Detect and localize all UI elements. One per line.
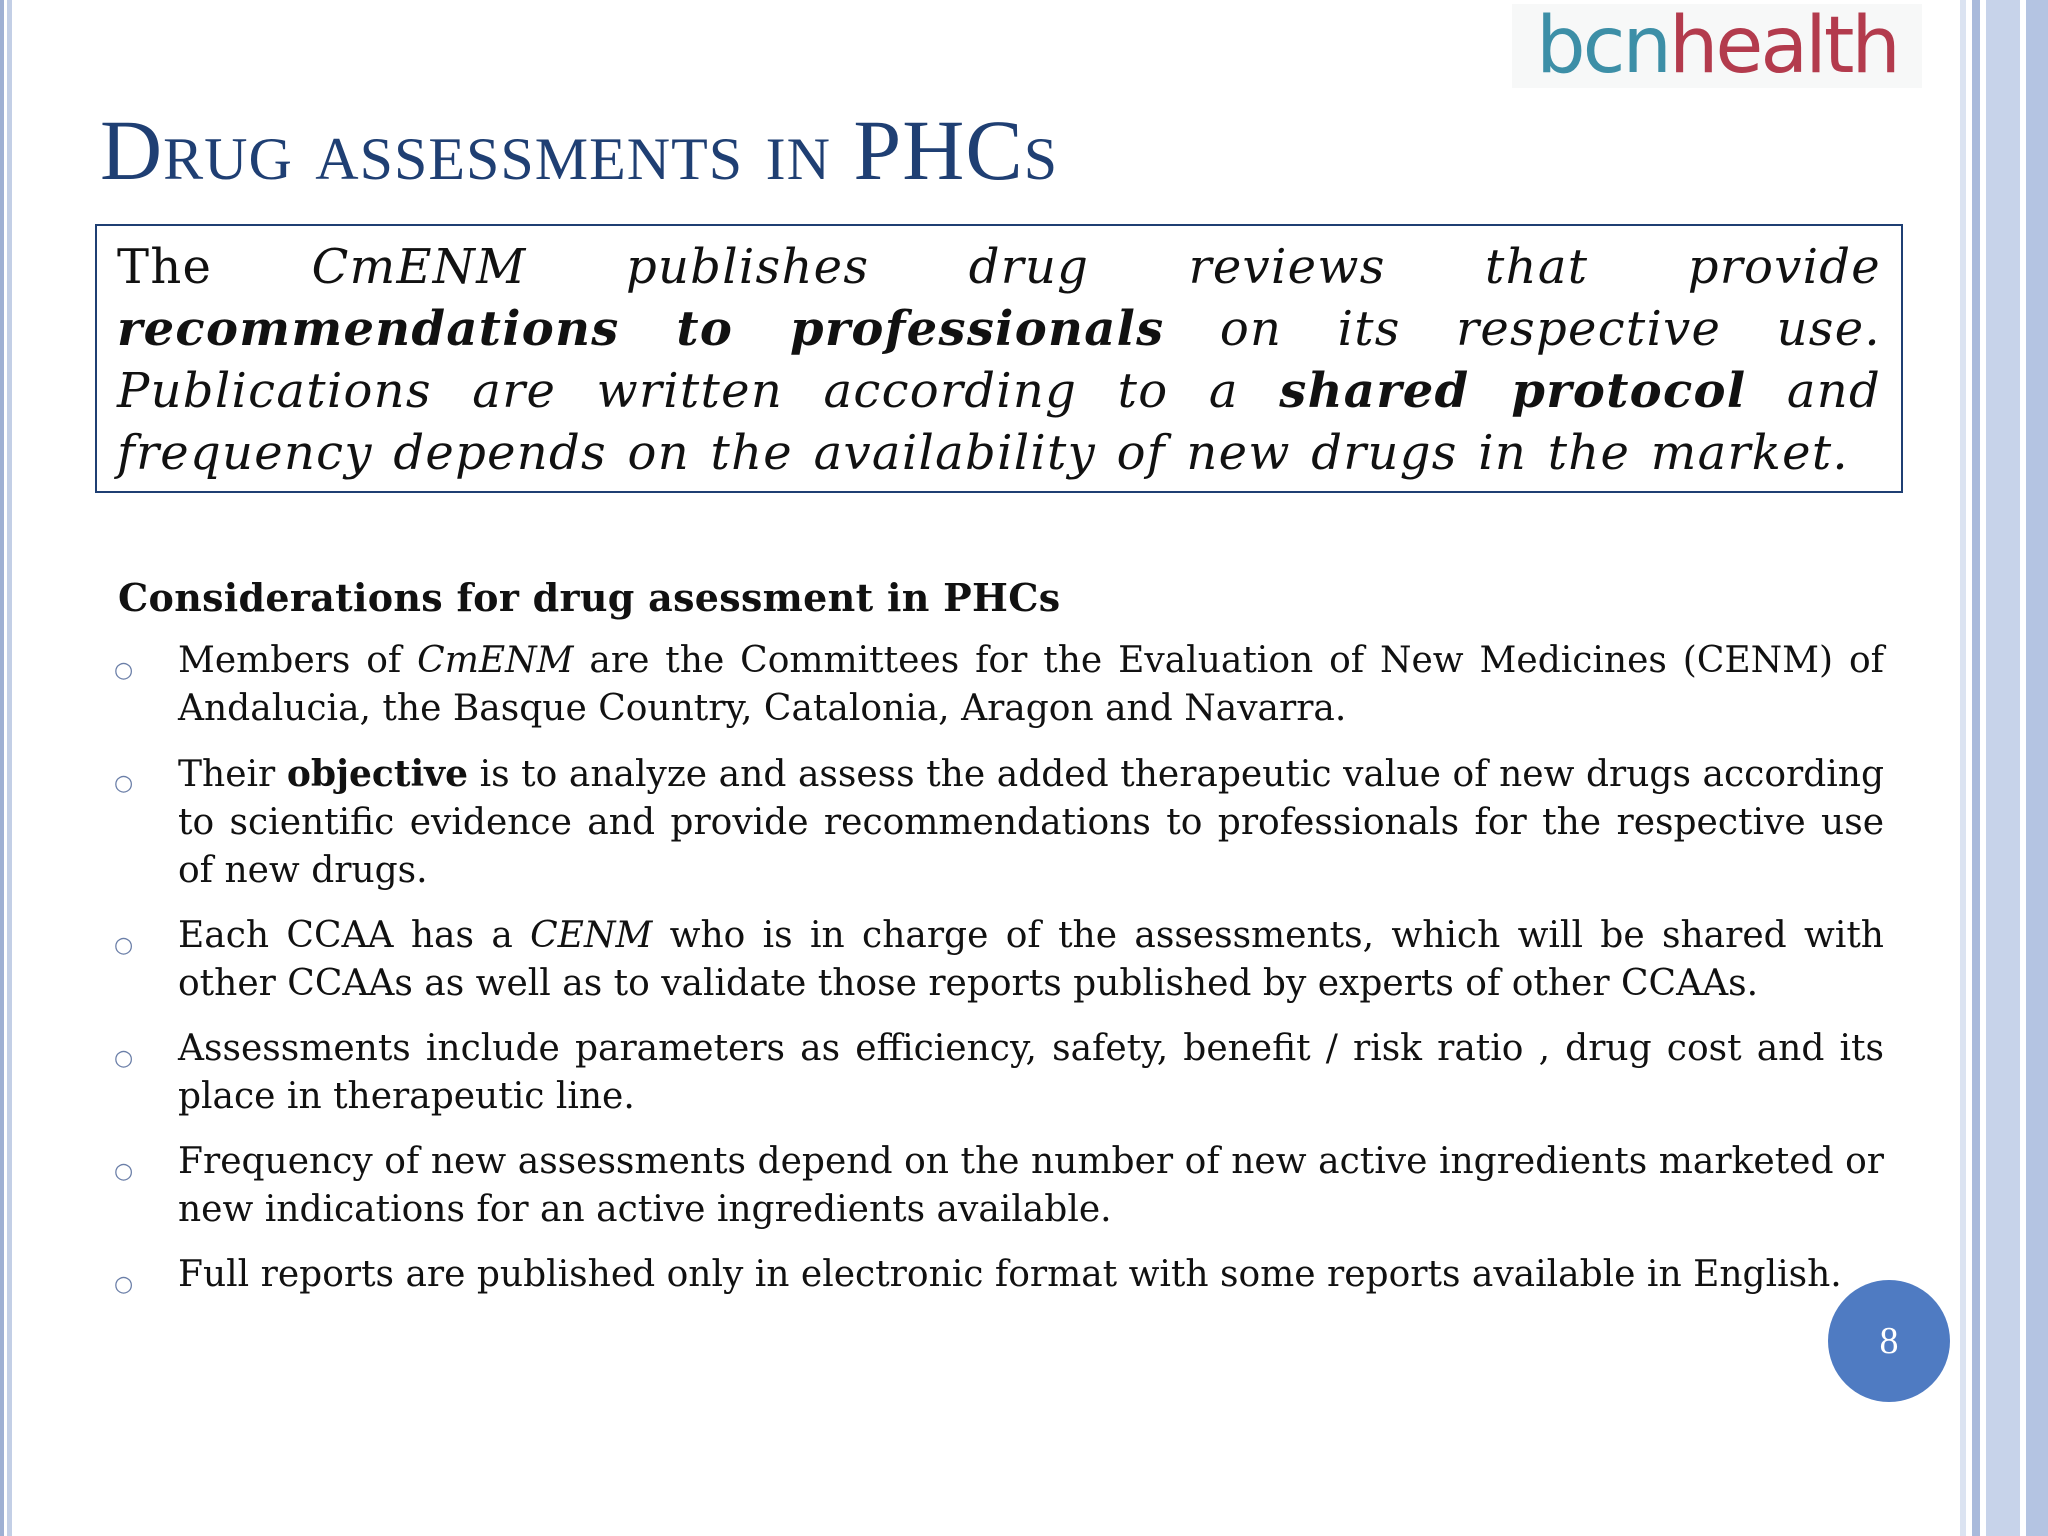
circle-bullet-icon: ○	[114, 658, 134, 683]
intro-paragraph: The CmENM publishes drug reviews that provide recommendations to professionals on its respective use. Publications are written according to a shared protocol and frequency depends on the availability of new drugs in the market.	[117, 239, 1881, 481]
page-number-badge: 8	[1828, 1280, 1950, 1402]
slide-frame-right	[1960, 0, 2048, 1536]
circle-bullet-icon: ○	[114, 933, 134, 958]
list-item: ○ Their objective is to analyze and assess the added therapeutic value of new drugs according to scientific evidence and provide recommendations to professionals for the respective use of new drugs.	[114, 753, 1884, 891]
list-item: ○ Members of CmENM are the Committees for the Evaluation of New Medicines (CENM) of Andalucia, the Basque Country, Catalonia, Aragon and Navarra.	[114, 640, 1884, 729]
considerations-heading: Considerations for drug asessment in PHCs	[118, 575, 1061, 620]
list-item: ○ Assessments include parameters as efficiency, safety, benefit / risk ratio , drug cost and its place in therapeutic line.	[114, 1028, 1884, 1117]
circle-bullet-icon: ○	[114, 771, 134, 796]
circle-bullet-icon: ○	[114, 1046, 134, 1071]
considerations-list	[110, 637, 1884, 1316]
bcnhealth-logo: bcnhealth	[1512, 4, 1922, 88]
circle-bullet-icon: ○	[114, 1159, 134, 1184]
slide-frame-left	[0, 0, 12, 1536]
slide-title: Drug assessments in PHCs	[100, 102, 1059, 198]
list-item: ○ Full reports are published only in electronic format with some reports available in English.	[110, 1251, 1884, 1299]
list-item: ○ Frequency of new assessments depend on the number of new active ingredients marketed or new indications for an active ingredients available.	[114, 1141, 1884, 1230]
intro-box	[95, 224, 1903, 493]
circle-bullet-icon: ○	[114, 1272, 134, 1297]
list-item: ○ Each CCAA has a CENM who is in charge of the assessments, which will be shared with other CCAAs as well as to validate those reports published by experts of other CCAAs.	[114, 915, 1884, 1004]
